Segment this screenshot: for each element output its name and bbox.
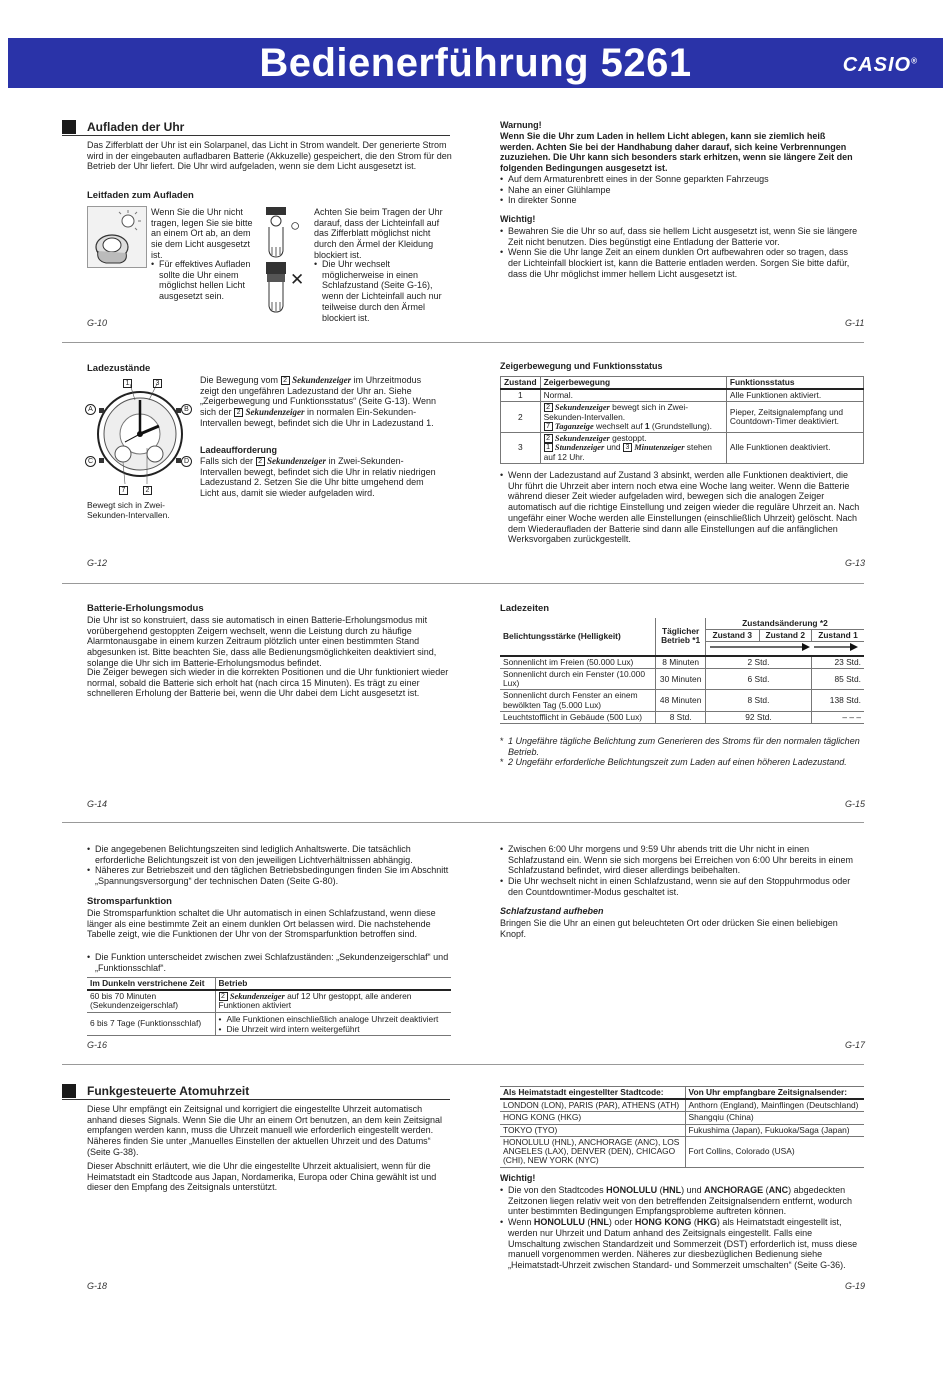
table-row: 1 Normal. Alle Funktionen aktiviert. <box>501 389 864 402</box>
list-item: • In direkter Sonne <box>500 195 860 206</box>
table-row: TOKYO (TYO) Fukushima (Japan), Fukuoka/Saga (Japan) <box>500 1124 864 1136</box>
guide-text: Wenn Sie die Uhr nicht tragen, legen Sie sie bitte an einem Ort ab, an dem sie dem Licht ausgesetzt ist. <box>151 207 253 260</box>
table-header: Zustand 3 <box>705 630 759 642</box>
ladeaufforderung-title: Ladeaufforderung <box>200 445 278 455</box>
watch-face-icon <box>85 376 195 502</box>
erholungsmodus-title: Batterie-Erholungsmodus <box>87 603 204 614</box>
section-marker <box>62 1084 76 1098</box>
erholungsmodus-text-2: Die Zeiger bewegen sich wieder in die korrekten Positionen und die Uhr funktioniert wieder normal, sobald die Batterie sich erholt hat (nach circa 15 Minuten). Es trägt zu einer schnelleren Erholung der Batterie bei, wenn die Uhr dabei dem Licht ausgesetzt ist. <box>87 667 449 699</box>
table-header: Funktionsstatus <box>726 377 863 390</box>
table-row: 3 2 Sekundenzeiger gestoppt. 1 Stundenzeiger und 3 Minutenzeiger stehen auf 12 Uhr. Alle Funktionen deaktiviert. <box>501 433 864 464</box>
list-item: • Die Uhr wechselt nicht in einen Schlafzustand, wenn sie auf den Stoppuhrmodus oder den Countdowntimer-Modus geschaltet ist. <box>500 876 864 897</box>
table-header: Zustand <box>501 377 541 390</box>
erholungsmodus-text: Die Uhr ist so konstruiert, dass sie automatisch in einen Batterie-Erholungsmodus mit vorübergehend gestoppten Zeigern wechselt, wenn die Leistung durch zu häufige Alarmtonausgabe in einem kurzen Zeitraum plötzlich unter einen bestimmten Stand abgesunken ist. Bitte beachten Sie, dass alle Bedienungsmöglichkeiten deaktiviert sind, solange die Uhr sich im Batterie-Erholungsmodus befindet. <box>87 615 437 668</box>
table-row: 60 bis 70 Minuten (Sekundenzeigerschlaf) 2 Sekundenzeiger auf 12 Uhr gestoppt, alle anderen Funktionen aktiviert <box>87 990 451 1012</box>
wrist-ng-illustration <box>264 262 288 314</box>
list-item: • Die Funktion unterscheidet zwischen zwei Schlafzuständen: „Sekundenzeigerschlaf“ und „Funktionsschlaf“. <box>87 952 451 973</box>
important-list <box>500 226 860 280</box>
page-number: G-19 <box>845 1281 866 1291</box>
footnote-1: * 1 Ungefähre tägliche Belichtung zum Generieren des Stroms für den normalen täglichen Betrieb. <box>500 736 860 757</box>
casio-logo: CASIO® <box>842 54 917 76</box>
guide-bullet: • Für effektives Aufladen sollte die Uhr einem möglichst hellen Licht ausgesetzt sein. <box>151 259 259 302</box>
table-header: Als Heimatstadt eingestellter Stadtcode: <box>500 1087 685 1100</box>
schlaf-aufheben-title: Schlafzustand aufheben <box>500 906 604 916</box>
header-banner <box>8 38 943 88</box>
table-row: Sonnenlicht durch Fenster an einem bewölkten Tag (5.000 Lux) 48 Minuten 8 Std. 138 Std. <box>500 690 864 711</box>
table-header: Von Uhr empfangbare Zeitsignalsender: <box>685 1087 864 1100</box>
guide-bullets <box>151 259 259 302</box>
list-item: • Wenn Sie die Uhr lange Zeit an einem dunklen Ort aufbewahren oder so tragen, dass der Lichteinfall blockiert ist, kann die Batterie entladen werden. Sorgen Sie bitte dafür, dass die Uhr möglichst immer hellem Licht ausgesetzt ist. <box>500 247 860 279</box>
warning-list <box>500 174 860 206</box>
section-title-aufladen: Aufladen der Uhr <box>87 120 185 134</box>
important-title: Wichtig! <box>500 1173 536 1183</box>
label-1: 1 <box>123 379 132 388</box>
ng-mark-icon: ✕ <box>290 270 305 289</box>
wrist-icon <box>264 207 288 259</box>
page-number: G-18 <box>87 1281 108 1291</box>
table-row: HONG KONG (HKG) Shangqiu (China) <box>500 1112 864 1124</box>
page-number: G-12 <box>87 558 108 568</box>
ladezustaende-title: Ladezustände <box>87 363 151 374</box>
stromspar-bullets <box>87 952 451 973</box>
table-header: Belichtungsstärke (Helligkeit) <box>500 618 656 656</box>
warning-text: Wenn Sie die Uhr zum Laden in hellem Licht ablegen, kann sie ziemlich heiß werden. Achten Sie bei der Handhabung daher darauf, sich keine Verbrennungen zuzuziehen. Die Uhr kann sich besonders stark erhitzen, wenn sie längere Zeit den folgenden Bedingungen ausgesetzt ist. <box>500 131 853 174</box>
page-number: G-10 <box>87 318 108 328</box>
table-header: Betrieb <box>215 978 451 991</box>
stromspar-title: Stromsparfunktion <box>87 896 172 907</box>
schlaf-hinweise <box>500 844 864 898</box>
page-divider <box>62 583 864 584</box>
table-header: Im Dunkeln verstrichene Zeit <box>87 978 215 991</box>
ladezeiten-title: Ladezeiten <box>500 603 550 614</box>
diagram-caption: Bewegt sich in Zwei-Sekunden-Intervallen. <box>87 500 170 521</box>
list-item: • Wenn der Ladezustand auf Zustand 3 absinkt, werden alle Funktionen deaktiviert, die Uhr führt die Uhrzeit aber intern noch etwa eine Woche lang weiter. Wenn die Batterie während dieser Zeit wieder aufgeladen wird, bewegen sich die analogen Zeiger automatisch auf die richtige Einstellung und zeigen wieder die reguläre Uhrzeit an. Nach ungefähr einer Woche werden alle Einstellungen (einschließlich Uhrzeit) gelöscht. Nach dem Wiederaufladen der Batterie sind dann alle Einstellungen auf die anfänglichen Werksvorgaben zurückgestellt. <box>500 470 864 545</box>
zustand-note <box>500 470 864 545</box>
ladeaufforderung-text: Falls sich der 2 Sekundenzeiger in Zwei-Sekunden-Intervallen bewegt, befindet sich die Uhr in relativ niedrigen Ladezustand 2. Setzen Sie die Uhr bitte umgehend dem Licht aus, damit sie wieder aufgeladen wird. <box>200 456 436 499</box>
label-3: 3 <box>153 379 162 388</box>
wear-text: Achten Sie beim Tragen der Uhr darauf, dass der Lichteinfall auf das Zifferblatt möglichst nicht durch den Ärmel der Kleidung blockiert ist. <box>314 207 443 260</box>
table-row: Leuchtstofflicht in Gebäude (500 Lux) 8 Std. 92 Std. – – – <box>500 711 864 723</box>
page-divider <box>62 1064 864 1065</box>
funk-text-1: Diese Uhr empfängt ein Zeitsignal und korrigiert die eingestellte Uhrzeit automatisch anhand dieses Signals. Wenn Sie die Uhr an einem Ort benutzen, an dem kein Zeitsignal empfangen werden kann, muss die Uhrzeit manuell wie erforderlich eingestellt werden. Näheres finden Sie unter „Manuelles Einstellen der aktuellen Uhrzeit und des Datums“ (Seite G-38). <box>87 1104 443 1157</box>
zustand-table <box>500 376 864 464</box>
list-item: • Auf dem Armaturenbrett eines in der Sonne geparkten Fahrzeugs <box>500 174 860 185</box>
watch-face-diagram <box>85 376 195 502</box>
label-2: 2 <box>143 486 152 495</box>
label-7: 7 <box>119 486 128 495</box>
page-number: G-16 <box>87 1040 108 1050</box>
button-a-label: A <box>85 404 96 415</box>
table-header: Zeigerbewegung <box>540 377 726 390</box>
ok-mark-icon: ○ <box>290 216 301 235</box>
ladezustand-text: Die Bewegung vom 2 Sekundenzeiger im Uhrzeitmodus zeigt den ungefähren Ladezustand der Uhr an. Siehe „Zeigerbewegung und Funktionsstatus“ (Seite G-13). Wenn sich der 2 Sekundenzeiger in normalen Ein-Sekunden-Intervallen bewegt, befindet sich die Uhr in Ladezustand 1. <box>200 375 436 428</box>
list-item: • Die von den Stadtcodes HONOLULU (HNL) und ANCHORAGE (ANC) abgedeckten Zeitzonen liegen relativ weit von den betreffenden Zeitsignalsendern entfernt, wodurch unter bestimmten Bedingungen Empfangsprobleme auftreten können. <box>500 1185 864 1217</box>
list-item: • Zwischen 6:00 Uhr morgens und 9:59 Uhr abends tritt die Uhr nicht in einen Schlafzustand ein. Wenn sie sich morgens bei Erreichen von 6:00 Uhr bereits in einem Schlafzustand befindet, wird dieser allerdings beibehalten. <box>500 844 864 876</box>
table-header: Täglicher Betrieb *1 <box>656 618 706 656</box>
warning-title: Warnung! <box>500 120 542 130</box>
table-header: Zustand 1 <box>811 630 864 642</box>
hinweis-list <box>87 844 451 887</box>
section-marker <box>62 120 76 134</box>
leitfaden-title: Leitfaden zum Aufladen <box>87 190 194 201</box>
stadtcode-table <box>500 1086 864 1168</box>
schlaf-aufheben-text: Bringen Sie die Uhr an einen gut beleuchteten Ort oder drücken Sie einen beliebigen Knopf. <box>500 918 838 939</box>
page-number: G-11 <box>845 318 865 328</box>
important-list <box>500 1185 864 1271</box>
important-title: Wichtig! <box>500 214 536 224</box>
table-row: 6 bis 7 Tage (Funktionsschlaf) • Alle Funktionen einschließlich analoge Uhrzeit deaktiviert • Die Uhrzeit wird intern weitergeführt <box>87 1012 451 1035</box>
list-item: • Die angegebenen Belichtungszeiten sind lediglich Anhaltswerte. Die tatsächlich erforderliche Belichtungszeit ist von den jeweiligen Lichtverhältnissen abhängig. <box>87 844 451 865</box>
sun-watch-icon <box>88 207 146 267</box>
schlaf-table <box>87 977 451 1036</box>
list-item: • Wenn HONOLULU (HNL) oder HONG KONG (HKG) als Heimatstadt eingestellt ist, werden nur Uhrzeit und Datum anhand des Zeitsignals eingestellt. Falls eine Umschaltung zwischen Standardzeit und Sommerzeit (DST) erforderlich ist, muss diese manuell vorgenommen werden. Näheres zur diesbezüglichen Bedienung siehe „Heimatstadt-Uhrzeit zwischen Standard- und Sommerzeit umschalten“ (Seite G-36). <box>500 1217 864 1271</box>
button-b-label: B <box>181 404 192 415</box>
table-header: Zustandsänderung *2 <box>705 618 864 630</box>
wear-bullets <box>314 259 454 323</box>
page-number: G-13 <box>845 558 866 568</box>
table-row: Sonnenlicht im Freien (50.000 Lux) 8 Minuten 2 Std. 23 Std. <box>500 656 864 669</box>
aufladen-intro: Das Zifferblatt der Uhr ist ein Solarpanel, das Licht in Strom wandelt. Der generierte Strom wird in der eingebauten aufladbaren Batterie (Akkuzelle) gespeichert, die den Strom für den Betrieb der Uhr liefert. Die Uhr wird aufgeladen, wenn sie dem Licht ausgesetzt ist. <box>87 140 452 172</box>
table-row: Sonnenlicht durch ein Fenster (10.000 Lux) 30 Minuten 6 Std. 85 Std. <box>500 668 864 689</box>
stromspar-text: Die Stromsparfunktion schaltet die Uhr automatisch in einen Schlafzustand, wenn diese länger als eine bestimmte Zeit an einem dunklen Ort belassen wird. Die nachstehende Tabelle zeigt, wie die Funktionen der Uhr von der Stromsparfunktion betroffen sind. <box>87 908 436 940</box>
wear-bullet: • Die Uhr wechselt möglicherweise in einen Schlafzustand (Seite G-16), wenn der Lichteinfall auch nur teilweise durch den Ärmel blockiert ist. <box>314 259 454 323</box>
funk-text-2: Dieser Abschnitt erläutert, wie die Uhr die eingestellte Uhrzeit aktualisiert, wenn für die Heimatstadt ein Stadtcode aus Japan, Nordamerika, Europa oder China gewählt ist und dieser den Empfang des Zeitsignals unterstützt. <box>87 1161 437 1193</box>
table-row: LONDON (LON), PARIS (PAR), ATHENS (ATH) Anthorn (England), Mainflingen (Deutschland) <box>500 1099 864 1112</box>
section-rule <box>62 135 450 136</box>
page-divider <box>62 342 864 343</box>
table-header: Zustand 2 <box>759 630 811 642</box>
document-title: Bedienerführung 5261 <box>259 41 692 85</box>
section-title-funk: Funkgesteuerte Atomuhrzeit <box>87 1084 250 1098</box>
ladezeiten-table <box>500 618 864 724</box>
page-number: G-14 <box>87 799 108 809</box>
page-number: G-17 <box>845 1040 866 1050</box>
arrow-row <box>705 642 864 656</box>
wrist-sleeve-icon <box>264 262 288 314</box>
list-item: • Näheres zur Betriebszeit und den täglichen Betriebsbedingungen finden Sie im Abschnitt „Spannungsversorgung“ der technischen Daten (Seite G-80). <box>87 865 451 886</box>
list-item: • Nahe an einer Glühlampe <box>500 185 860 196</box>
page-number: G-15 <box>845 799 866 809</box>
button-c-label: C <box>85 456 96 467</box>
zeigerbewegung-title: Zeigerbewegung und Funktionsstatus <box>500 361 663 371</box>
arrow-right-icon <box>710 642 860 652</box>
wrist-ok-illustration <box>264 207 288 259</box>
watch-charging-illustration <box>87 206 147 268</box>
button-d-label: D <box>181 456 192 467</box>
list-item: • Bewahren Sie die Uhr so auf, dass sie hellem Licht ausgesetzt ist, wenn Sie sie längere Zeit nicht benutzen. Dies begünstigt eine Entladung der Batterie vor. <box>500 226 860 247</box>
section-rule <box>62 1099 450 1100</box>
table-row: 2 2 Sekundenzeiger bewegt sich in Zwei-Sekunden-Intervallen. 7 Taganzeige wechselt auf 1 (Grundstellung). Pieper, Zeitsignalempfang und Countdown-Timer deaktiviert. <box>501 402 864 433</box>
footnote-2: * 2 Ungefähr erforderliche Belichtungszeit zum Laden auf einen höheren Ladezustand. <box>500 757 847 767</box>
page-divider <box>62 822 864 823</box>
table-row: HONOLULU (HNL), ANCHORAGE (ANC), LOS ANGELES (LAX), DENVER (DEN), CHICAGO (CHI), NEW YORK (NYC) Fort Collins, Colorado (USA) <box>500 1136 864 1167</box>
